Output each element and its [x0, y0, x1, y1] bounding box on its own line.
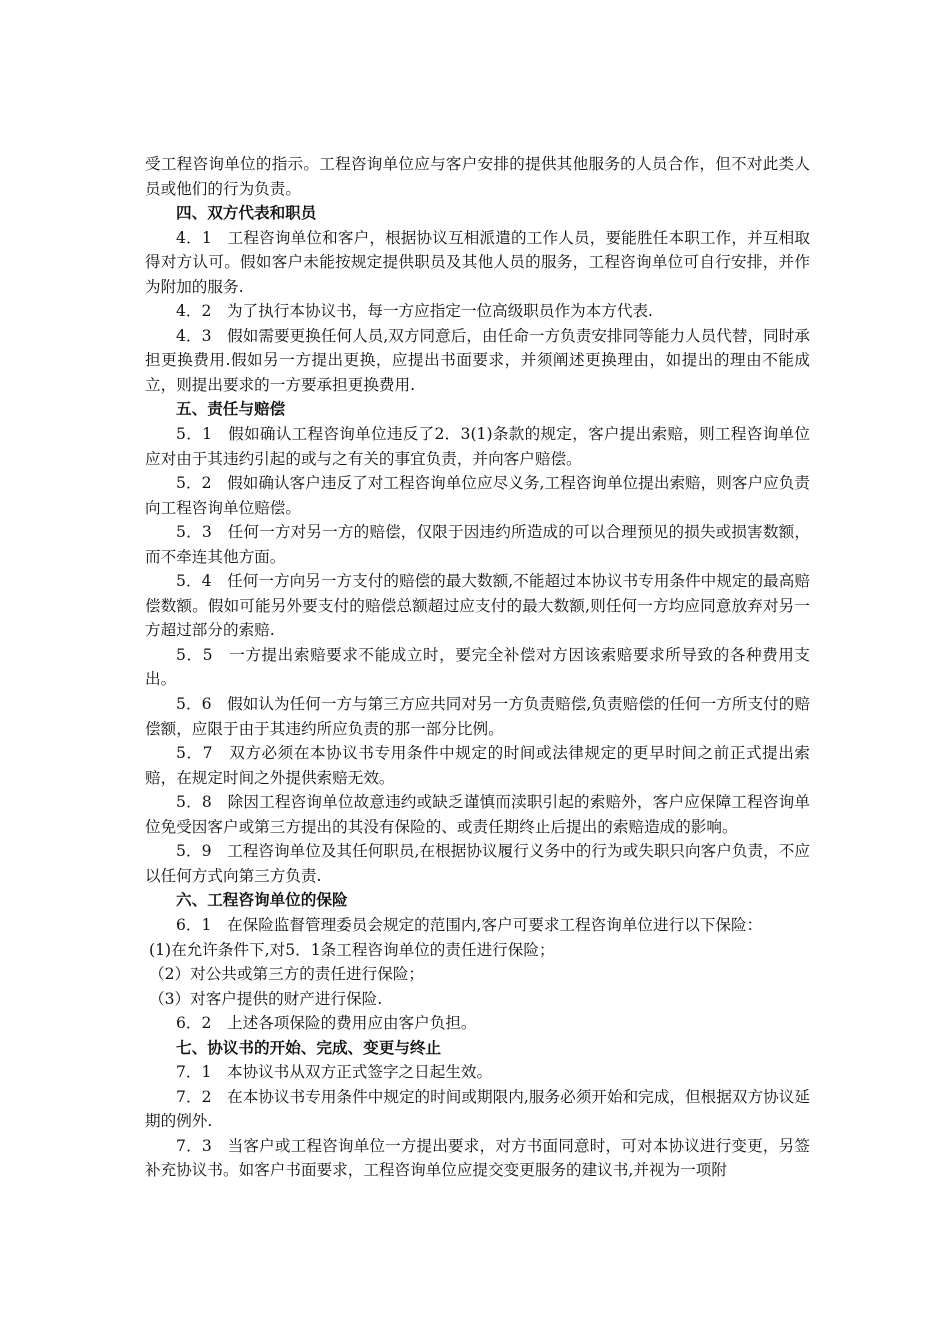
section-heading: 七、协议书的开始、完成、变更与终止	[176, 1037, 442, 1057]
list-item: (1)在允许条件下,对5．1条工程咨询单位的责任进行保险；	[149, 940, 555, 959]
list-item: （2）对公共或第三方的责任进行保险；	[149, 965, 425, 984]
clause-paragraph: 5．1 假如确认工程咨询单位违反了2．3(1)条款的规定，客户提出索赔，则工程咨询单位应对由于其违约引起的或与之有关的事宜负责，并向客户赔偿。	[145, 425, 810, 468]
clause-paragraph: 7．3 当客户或工程咨询单位一方提出要求，对方书面同意时，可对本协议进行变更，另签补充协议书。如客户书面要求，工程咨询单位应提交变更服务的建议书,并视为一项附	[145, 1136, 810, 1180]
clause-paragraph: 4．1 工程咨询单位和客户，根据协议互相派遣的工作人员，要能胜任本职工作，并互相取得对方认可。假如客户未能按规定提供职员及其他人员的服务，工程咨询单位可自行安排，并作为附加的服务.	[145, 228, 810, 296]
clause-paragraph: 5．3 任何一方对另一方的赔偿，仅限于因违约所造成的可以合理预见的损失或损害数额，而不牵连其他方面。	[145, 523, 810, 566]
clause-paragraph: 7．1 本协议书从双方正式签字之日起生效。	[176, 1063, 493, 1082]
clause-paragraph: 5．9 工程咨询单位及其任何职员,在根据协议履行义务中的行为或失职只向客户负责，不应以任何方式向第三方负责.	[145, 842, 810, 885]
clause-paragraph: 5．6 假如认为任何一方与第三方应共同对另一方负责赔偿,负责赔偿的任何一方所支付的赔偿额，应限于由于其违约所应负责的那一部分比例。	[145, 695, 810, 738]
section-heading: 六、工程咨询单位的保险	[176, 890, 348, 910]
section-heading: 四、双方代表和职员	[176, 203, 317, 223]
list-item: （3）对客户提供的财产进行保险.	[149, 989, 383, 1008]
clause-paragraph: 5．5 一方提出索赔要求不能成立时，要完全补偿对方因该索赔要求所导致的各种费用支出。	[145, 645, 810, 689]
clause-paragraph: 4．3 假如需要更换任何人员,双方同意后，由任命一方负责安排同等能力人员代替，同时承担更换费用.假如另一方提出更换，应提出书面要求，并须阐述更换理由，如提出的理由不能成立，则提出要求的一方要承担更换费用.	[145, 326, 810, 394]
document-body	[145, 152, 810, 1183]
clause-paragraph: 5．2 假如确认客户违反了对工程咨询单位应尽义务,工程咨询单位提出索赔，则客户应负责向工程咨询单位赔偿。	[145, 474, 810, 517]
clause-paragraph: 受工程咨询单位的指示。工程咨询单位应与客户安排的提供其他服务的人员合作，但不对此类人员或他们的行为负责。	[145, 155, 810, 198]
clause-paragraph: 4．2 为了执行本协议书，每一方应指定一位高级职员作为本方代表.	[176, 302, 654, 321]
clause-paragraph: 5．8 除因工程咨询单位故意违约或缺乏谨慎而渎职引起的索赔外，客户应保障工程咨询单位免受因客户或第三方提出的其没有保险的、或责任期终止后提出的索赔造成的影响。	[145, 793, 810, 836]
clause-paragraph: 7．2 在本协议书专用条件中规定的时间或期限内,服务必须开始和完成，但根据双方协议延期的例外.	[145, 1087, 810, 1131]
clause-paragraph: 6．1 在保险监督管理委员会规定的范围内,客户可要求工程咨询单位进行以下保险：	[176, 915, 763, 934]
section-heading: 五、责任与赔偿	[176, 399, 286, 419]
clause-paragraph: 5．4 任何一方向另一方支付的赔偿的最大数额,不能超过本协议书专用条件中规定的最高赔偿数额。假如可能另外要支付的赔偿总额超过应支付的最大数额,则任何一方均应同意放弃对另一方超过部分的索赔.	[145, 572, 810, 640]
clause-paragraph: 6．2 上述各项保险的费用应由客户负担。	[176, 1014, 477, 1033]
clause-paragraph: 5．7 双方必须在本协议书专用条件中规定的时间或法律规定的更早时间之前正式提出索赔，在规定时间之外提供索赔无效。	[145, 744, 810, 787]
